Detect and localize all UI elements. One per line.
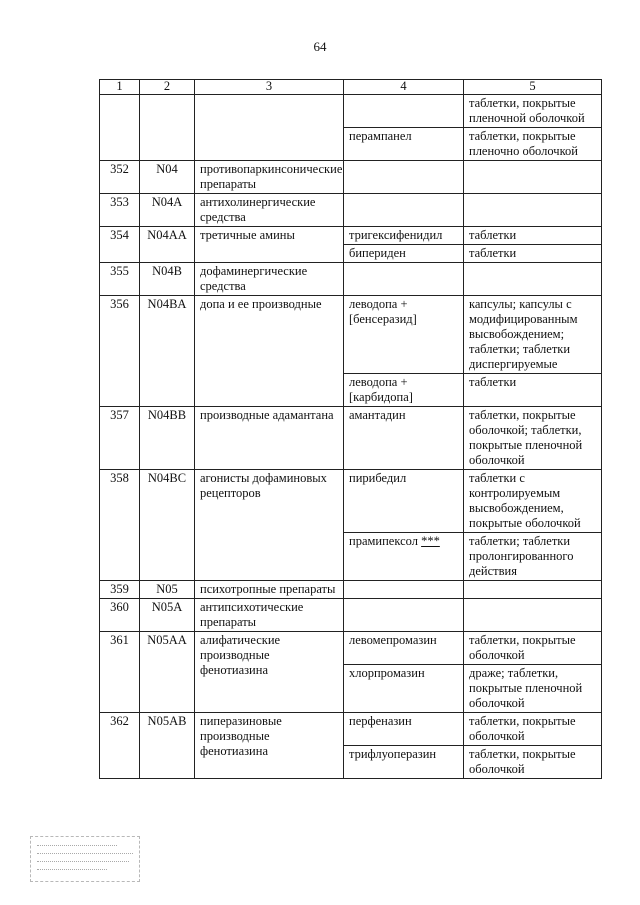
group-name: алифатические производные фенотиазина xyxy=(195,632,344,713)
dosage-form: таблетки xyxy=(464,227,602,245)
dosage-form: таблетки, покрытые оболочкой xyxy=(464,632,602,665)
dosage-form xyxy=(464,194,602,227)
drug-name xyxy=(344,713,464,746)
row-number: 362 xyxy=(100,713,140,779)
atc-code: N04BC xyxy=(140,470,195,581)
atc-code: N04BA xyxy=(140,296,195,407)
row-number: 358 xyxy=(100,470,140,581)
dosage-form: таблетки xyxy=(464,245,602,263)
dosage-form: таблетки; таблетки пролонгированного действия xyxy=(464,533,602,581)
dosage-form xyxy=(464,599,602,632)
drug-name-text: хлорпромазин xyxy=(349,666,425,680)
header-cell: 3 xyxy=(195,80,344,95)
dosage-form: таблетки с контролируемым высвобождением, покрытые оболочкой xyxy=(464,470,602,533)
drug-name-text: трифлуоперазин xyxy=(349,747,437,761)
drug-table xyxy=(99,79,602,779)
dosage-form xyxy=(464,263,602,296)
dosage-form: таблетки, покрытые пленочной оболочкой xyxy=(464,95,602,128)
group-name: дофаминергические средства xyxy=(195,263,344,296)
atc-code: N04A xyxy=(140,194,195,227)
group-name: антипсихотические препараты xyxy=(195,599,344,632)
drug-name xyxy=(344,632,464,665)
atc-code xyxy=(140,95,195,161)
table-body xyxy=(100,95,602,779)
dosage-form: таблетки xyxy=(464,374,602,407)
table-row xyxy=(100,263,602,296)
group-name: антихолинергические средства xyxy=(195,194,344,227)
drug-name xyxy=(344,665,464,713)
drug-name xyxy=(344,128,464,161)
group-name xyxy=(195,95,344,161)
drug-name xyxy=(344,245,464,263)
table-row xyxy=(100,581,602,599)
row-number: 360 xyxy=(100,599,140,632)
dosage-form: таблетки, покрытые оболочкой xyxy=(464,713,602,746)
drug-name-text: бипериден xyxy=(349,246,406,260)
drug-name xyxy=(344,296,464,374)
drug-name-text: перампанел xyxy=(349,129,412,143)
atc-code: N05A xyxy=(140,599,195,632)
table-row xyxy=(100,713,602,746)
drug-name xyxy=(344,374,464,407)
drug-name xyxy=(344,533,464,581)
dosage-form: таблетки, покрытые оболочкой; таблетки, покрытые пленочной оболочкой xyxy=(464,407,602,470)
atc-code: N04 xyxy=(140,161,195,194)
drug-name-text: тригексифенидил xyxy=(349,228,443,242)
drug-name xyxy=(344,470,464,533)
drug-name-text: прамипексол xyxy=(349,534,418,548)
atc-code: N05AA xyxy=(140,632,195,713)
drug-name xyxy=(344,581,464,599)
drug-name-text: амантадин xyxy=(349,408,406,422)
group-name: пиперазиновые производные фенотиазина xyxy=(195,713,344,779)
drug-name xyxy=(344,194,464,227)
row-number: 355 xyxy=(100,263,140,296)
group-name: третичные амины xyxy=(195,227,344,263)
row-number: 356 xyxy=(100,296,140,407)
table-row xyxy=(100,599,602,632)
table-row xyxy=(100,194,602,227)
group-name: агонисты дофаминовых рецепторов xyxy=(195,470,344,581)
drug-name xyxy=(344,407,464,470)
atc-code: N05 xyxy=(140,581,195,599)
table-row xyxy=(100,296,602,374)
table-row xyxy=(100,632,602,665)
dosage-form: драже; таблетки, покрытые пленочной оболочкой xyxy=(464,665,602,713)
drug-name xyxy=(344,227,464,245)
footnote-mark: *** xyxy=(421,534,440,548)
table-row xyxy=(100,470,602,533)
table-row xyxy=(100,407,602,470)
group-name: производные адамантана xyxy=(195,407,344,470)
drug-name-text: левомепромазин xyxy=(349,633,437,647)
row-number: 353 xyxy=(100,194,140,227)
drug-name xyxy=(344,161,464,194)
row-number: 361 xyxy=(100,632,140,713)
row-number: 352 xyxy=(100,161,140,194)
dosage-form: капсулы; капсулы с модифицированным высвобождением; таблетки; таблетки диспергируемые xyxy=(464,296,602,374)
atc-code: N04AA xyxy=(140,227,195,263)
drug-name-text: пирибедил xyxy=(349,471,407,485)
drug-name-text: леводопа + [бенсеразид] xyxy=(349,297,417,326)
dosage-form xyxy=(464,161,602,194)
dosage-form xyxy=(464,581,602,599)
header-cell: 5 xyxy=(464,80,602,95)
atc-code: N05AB xyxy=(140,713,195,779)
header-cell: 1 xyxy=(100,80,140,95)
group-name: противопаркинсонические препараты xyxy=(195,161,344,194)
drug-name-text: перфеназин xyxy=(349,714,412,728)
drug-name xyxy=(344,599,464,632)
header-cell: 2 xyxy=(140,80,195,95)
drug-name xyxy=(344,746,464,779)
header-row xyxy=(100,80,602,95)
stamp-mark xyxy=(30,836,140,882)
atc-code: N04BB xyxy=(140,407,195,470)
row-number xyxy=(100,95,140,161)
drug-name xyxy=(344,95,464,128)
header-cell: 4 xyxy=(344,80,464,95)
row-number: 357 xyxy=(100,407,140,470)
dosage-form: таблетки, покрытые оболочкой xyxy=(464,746,602,779)
table-row xyxy=(100,227,602,245)
table-row xyxy=(100,161,602,194)
row-number: 354 xyxy=(100,227,140,263)
drug-name xyxy=(344,263,464,296)
row-number: 359 xyxy=(100,581,140,599)
group-name: допа и ее производные xyxy=(195,296,344,407)
drug-name-text: леводопа + [карбидопа] xyxy=(349,375,413,404)
dosage-form: таблетки, покрытые пленочно оболочкой xyxy=(464,128,602,161)
page-number: 64 xyxy=(313,39,327,54)
table-row xyxy=(100,95,602,128)
group-name: психотропные препараты xyxy=(195,581,344,599)
atc-code: N04B xyxy=(140,263,195,296)
